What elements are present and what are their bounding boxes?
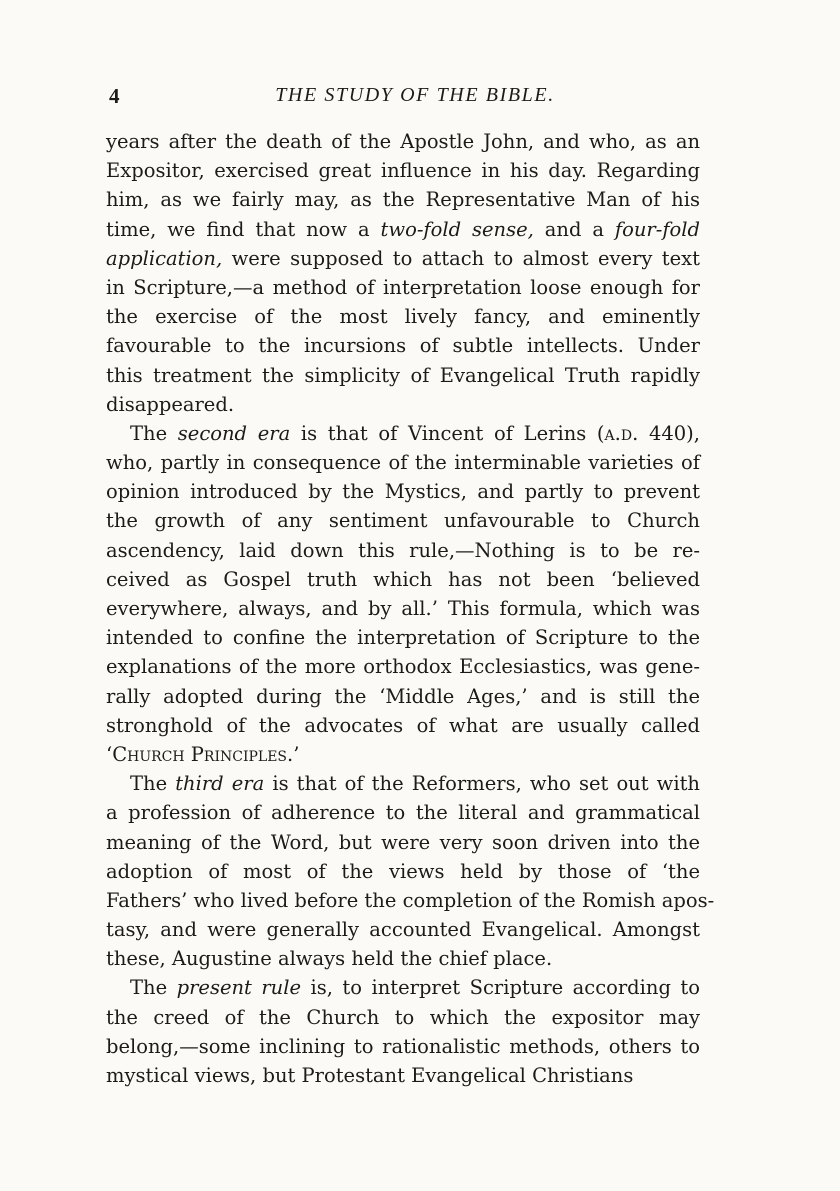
text-line: a profession of adherence to the literal and grammatical: [106, 801, 700, 825]
text-line: Fathers’ who lived before the completion of the Romish apos-: [106, 888, 715, 912]
paragraph: [106, 127, 700, 419]
text-line: the growth of any sentiment unfavourable to Church: [106, 509, 700, 533]
text-line: years after the death of the Apostle John, and who, as an: [106, 130, 700, 153]
text-line: ascendency, laid down this rule,—Nothing is to be re-: [106, 538, 700, 562]
text-line: this treatment the simplicity of Evangelical Truth rapidly: [106, 363, 700, 387]
text-line: in Scripture,—a method of interpretation loose enough for: [106, 275, 700, 299]
text-line: these, Augustine always held the chief place.: [106, 947, 553, 971]
italic-phrase: third era: [175, 772, 265, 796]
text-line: adoption of most of the views held by those of ‘the: [106, 859, 700, 883]
text-line: everywhere, always, and by all.’ This formula, which was: [106, 597, 700, 620]
text-line: stronghold of the advocates of what are usually called: [106, 713, 700, 737]
text-line: the creed of the Church to which the expositor may: [106, 1005, 700, 1029]
text-line: Expositor, exercised great influence in his day. Regarding: [106, 159, 700, 183]
paragraph: [106, 973, 700, 1090]
text-line: meaning of the Word, but were very soon driven into the: [106, 830, 700, 854]
small-caps-phrase: a.d.: [604, 421, 639, 445]
page-number: 4: [109, 84, 120, 108]
italic-phrase: second era: [177, 421, 291, 445]
text-line: rally adopted during the ‘Middle Ages,’ and is still the: [106, 684, 700, 708]
paragraph: [106, 769, 715, 973]
text-line: The present rule is, to interpret Scripture according to: [130, 976, 700, 1000]
text-line: him, as we fairly may, as the Representative Man of his: [106, 188, 700, 212]
text-line: disappeared.: [106, 392, 235, 416]
running-head: THE STUDY OF THE BIBLE.: [275, 84, 555, 106]
text-line: intended to confine the interpretation of Scripture to the: [106, 626, 700, 650]
text-line: favourable to the incursions of subtle intellects. Under: [106, 334, 700, 358]
text-line: mystical views, but Protestant Evangelical Christians: [106, 1064, 634, 1087]
page-header: [106, 84, 700, 112]
italic-phrase: present rule: [176, 976, 302, 1000]
text-line: ‘Church Principles.’: [106, 742, 300, 766]
italic-phrase: application,: [106, 246, 223, 270]
text-line: The third era is that of the Reformers, who set out with: [130, 772, 700, 796]
text-line: explanations of the more orthodox Ecclesiastics, was gene-: [106, 655, 700, 679]
text-line: ceived as Gospel truth which has not been ‘believed: [106, 567, 700, 591]
text-line: tasy, and were generally accounted Evangelical. Amongst: [106, 918, 700, 942]
text-line: the exercise of the most lively fancy, and eminently: [106, 305, 700, 329]
text-line: The second era is that of Vincent of Lerins (a.d. 440),: [130, 421, 700, 445]
text-line: opinion introduced by the Mystics, and partly to prevent: [106, 480, 700, 504]
text-line: application, were supposed to attach to almost every text: [106, 246, 700, 270]
text-line: belong,—some inclining to rationalistic methods, others to: [106, 1034, 700, 1058]
body-text: [106, 127, 715, 1090]
text-line: time, we find that now a two-fold sense, and a four-fold: [106, 217, 701, 241]
small-caps-phrase: Church Principles: [112, 742, 288, 766]
paragraph: [106, 419, 700, 769]
italic-phrase: four-fold: [614, 217, 701, 241]
italic-phrase: two-fold sense,: [380, 217, 534, 241]
text-line: who, partly in consequence of the interminable varieties of: [106, 451, 700, 475]
